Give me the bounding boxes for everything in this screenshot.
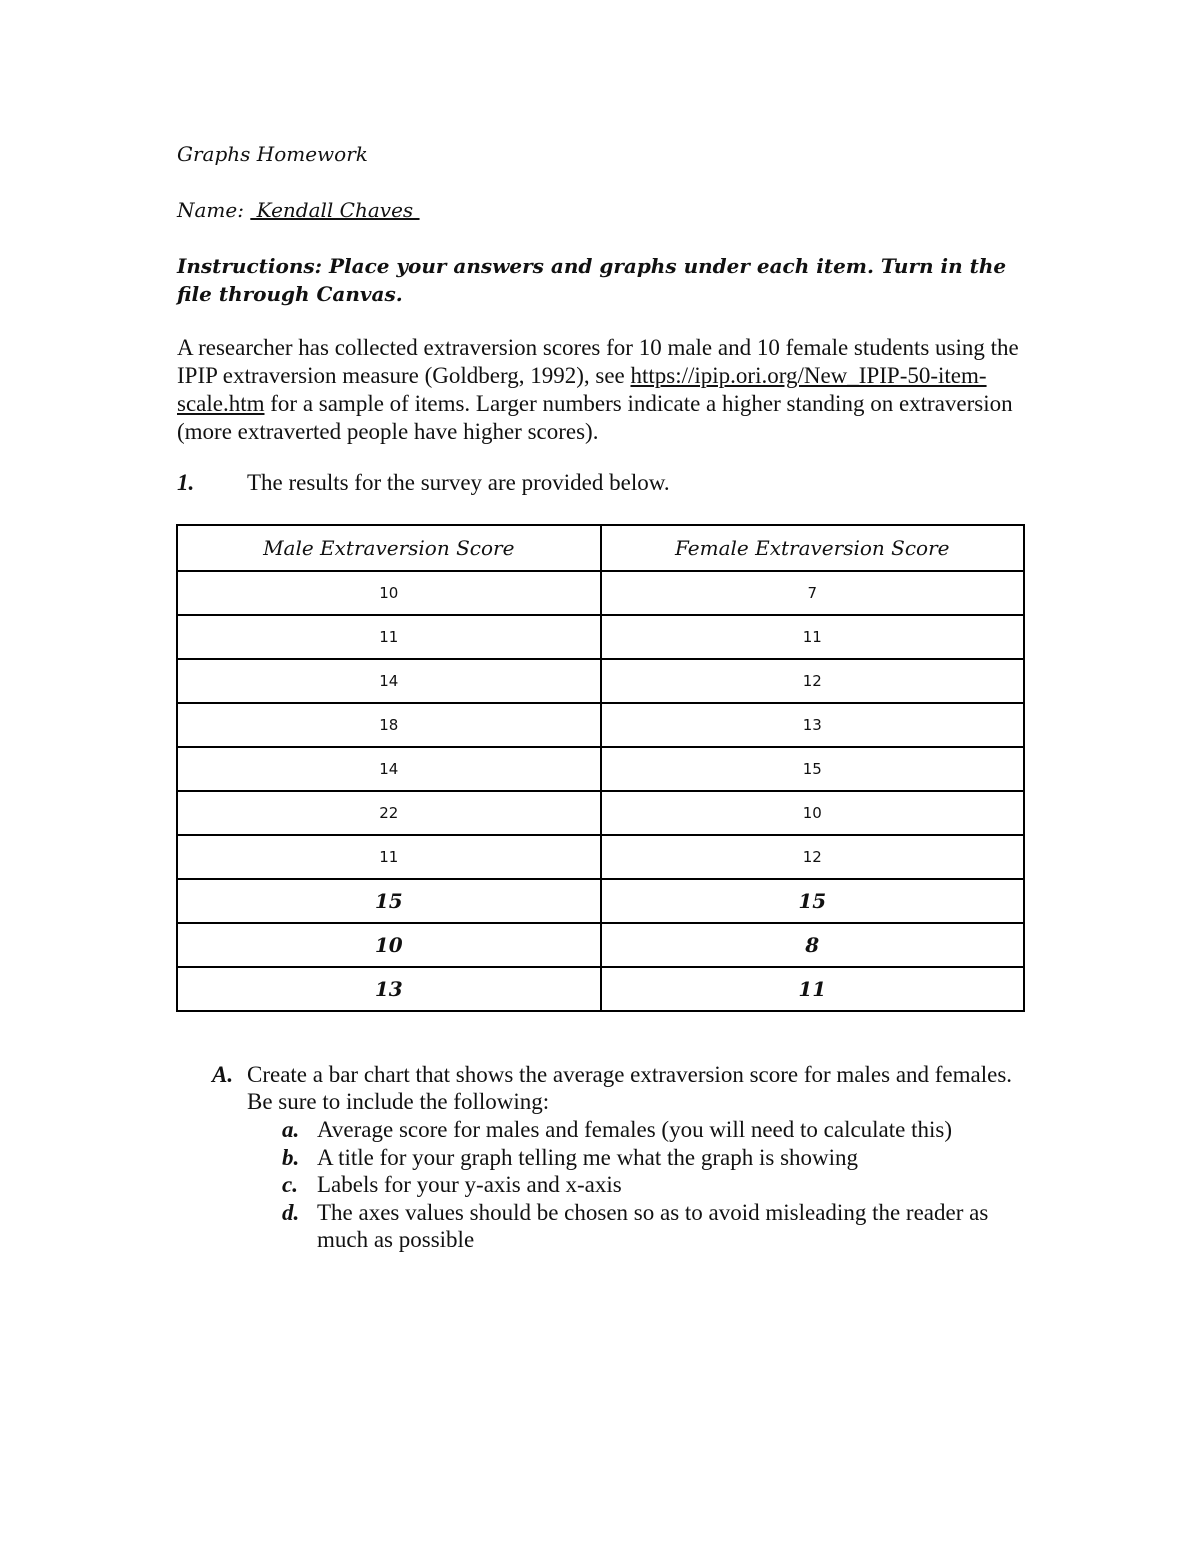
table-row [177,879,1024,923]
table-header-row [177,525,1024,571]
female-score-cell: 15 [601,879,1025,923]
student-name: Kendall Chaves [250,198,420,222]
scores-table [176,524,1025,1012]
female-score-cell: 15 [601,747,1025,791]
table-row [177,967,1024,1011]
subitem-text: A title for your graph telling me what the graph is showing [317,1144,859,1170]
table-row [177,659,1024,703]
subitem-label: d. [282,1199,300,1225]
subitem-text: Labels for your y-axis and x-axis [317,1172,622,1197]
subitem-c [282,1171,1042,1199]
male-score-cell: 10 [177,571,601,615]
female-score-cell: 10 [601,791,1025,835]
male-score-cell: 10 [177,923,601,967]
intro-text-before: A researcher has collected extraversion scores for 10 male and 10 female students using the IPIP extraversion measure (Goldberg, 1992), see [177,335,1019,388]
male-score-cell: 11 [177,615,601,659]
subitem-label: b. [282,1144,300,1170]
female-score-header: Female Extraversion Score [601,525,1025,571]
ipip-link[interactable]: https://ipip.ori.org/New_IPIP-50-item-scale.htm [177,363,987,416]
intro-text-after: for a sample of items. Larger numbers indicate a higher standing on extraversion (more extraverted people have higher scores). [177,391,1013,444]
name-label: Name: [177,198,251,222]
table-row [177,703,1024,747]
subitem-d [282,1199,1042,1254]
female-score-cell: 11 [601,967,1025,1011]
document-title: Graphs Homework [177,142,368,166]
female-score-cell: 13 [601,703,1025,747]
male-score-cell: 11 [177,835,601,879]
task-a-subitems [282,1116,1042,1254]
subitem-text: The axes values should be chosen so as to avoid misleading the reader as much as possible [317,1199,989,1252]
female-score-cell: 12 [601,835,1025,879]
table-row [177,571,1024,615]
male-score-cell: 22 [177,791,601,835]
subitem-label: a. [282,1117,300,1142]
table-row [177,835,1024,879]
table-row [177,923,1024,967]
table-row [177,747,1024,791]
subitem-text: Average score for males and females (you will need to calculate this) [317,1117,953,1142]
task-a-label: A. [212,1062,234,1087]
male-score-cell: 15 [177,879,601,923]
item-1-number: 1. [177,470,195,495]
male-score-cell: 14 [177,747,601,791]
male-score-header: Male Extraversion Score [177,525,601,571]
female-score-cell: 7 [601,571,1025,615]
male-score-cell: 13 [177,967,601,1011]
male-score-cell: 18 [177,703,601,747]
female-score-cell: 11 [601,615,1025,659]
item-1-text: The results for the survey are provided below. [247,470,670,495]
subitem-b [282,1144,1042,1172]
subitem-label: c. [282,1172,298,1197]
table-row [177,615,1024,659]
male-score-cell: 14 [177,659,601,703]
female-score-cell: 12 [601,659,1025,703]
table-row [177,791,1024,835]
intro-paragraph [177,334,1027,446]
task-a-text: Create a bar chart that shows the average extraversion score for males and females. Be sure to include the following: [247,1062,1013,1114]
name-line [177,198,420,222]
instructions: Instructions: Place your answers and graphs under each item. Turn in the file through Canvas. [177,254,1007,306]
subitem-a [282,1116,1042,1144]
female-score-cell: 8 [601,923,1025,967]
